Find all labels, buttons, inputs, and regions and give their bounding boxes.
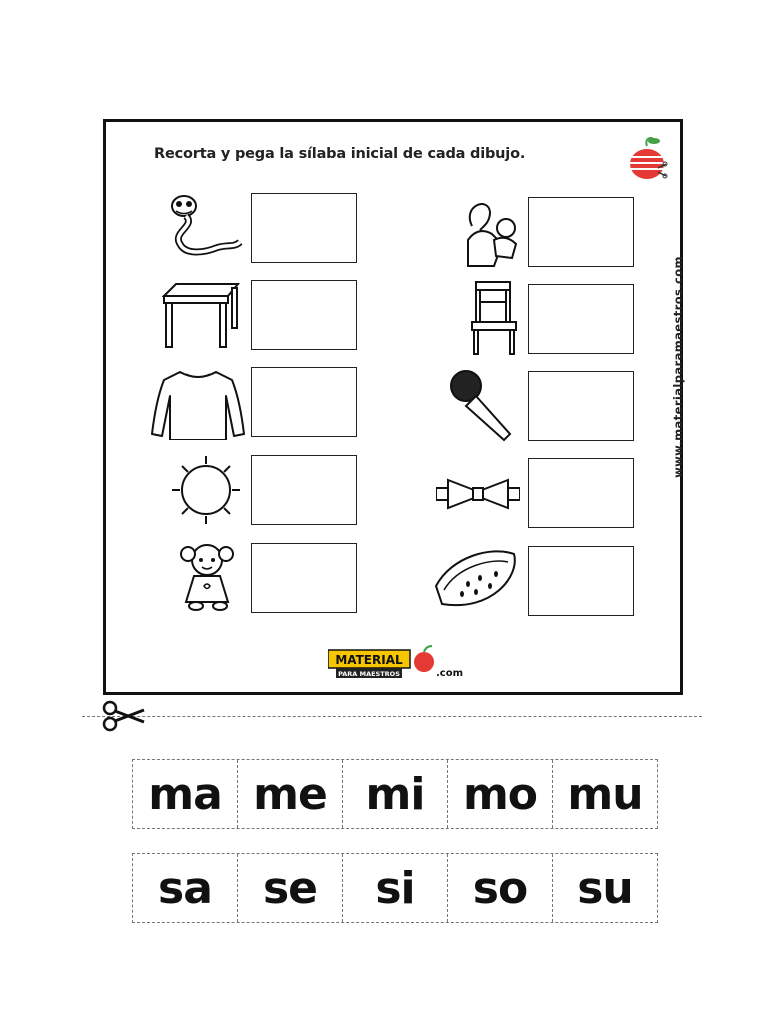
- sweater-icon: [150, 366, 246, 440]
- paste-box-8[interactable]: [528, 371, 634, 441]
- doll-icon: [174, 540, 240, 614]
- syllable-card-mu[interactable]: mu: [567, 768, 643, 820]
- sun-icon: [168, 454, 244, 526]
- worksheet-frame: [103, 119, 686, 695]
- paste-box-7[interactable]: [528, 284, 634, 354]
- syllable-row-m: [132, 759, 658, 829]
- watermelon-icon: [432, 546, 522, 616]
- snake-icon: [166, 192, 244, 266]
- microphone-icon: [446, 366, 516, 442]
- chair-icon: [466, 278, 522, 356]
- svg-text:PARA MAESTROS: PARA MAESTROS: [338, 670, 400, 678]
- syllable-card-si[interactable]: si: [343, 854, 448, 922]
- paste-box-4[interactable]: [251, 455, 357, 525]
- syllable-card-so[interactable]: so: [448, 854, 553, 922]
- svg-text:.com: .com: [436, 668, 464, 679]
- svg-text:MATERIAL: MATERIAL: [335, 653, 403, 667]
- syllable-card-mo[interactable]: mo: [448, 760, 553, 828]
- paste-box-9[interactable]: [528, 458, 634, 528]
- syllable-row-s: [132, 853, 658, 923]
- website-url-vertical: www.materialparamaestros.com: [671, 256, 686, 478]
- syllable-card-me[interactable]: me: [238, 760, 343, 828]
- syllable-card-ma[interactable]: ma: [133, 760, 238, 828]
- cut-line: [82, 716, 702, 717]
- mother-baby-icon: [460, 196, 524, 270]
- table-icon: [158, 280, 242, 350]
- syllable-card-su[interactable]: su: [577, 862, 633, 914]
- syllable-card-mi[interactable]: mi: [343, 760, 448, 828]
- syllable-card-se[interactable]: se: [238, 854, 343, 922]
- paste-box-10[interactable]: [528, 546, 634, 616]
- paste-box-2[interactable]: [251, 280, 357, 350]
- paste-box-6[interactable]: [528, 197, 634, 267]
- apple-logo-icon: [624, 134, 670, 182]
- bow-tie-icon: [436, 474, 520, 514]
- material-para-maestros-logo: [328, 642, 468, 686]
- paste-box-1[interactable]: [251, 193, 357, 263]
- instruction-text: Recorta y pega la sílaba inicial de cada dibujo.: [154, 146, 526, 162]
- syllable-card-sa[interactable]: sa: [133, 854, 238, 922]
- paste-box-5[interactable]: [251, 543, 357, 613]
- scissors-icon: [102, 700, 146, 732]
- paste-box-3[interactable]: [251, 367, 357, 437]
